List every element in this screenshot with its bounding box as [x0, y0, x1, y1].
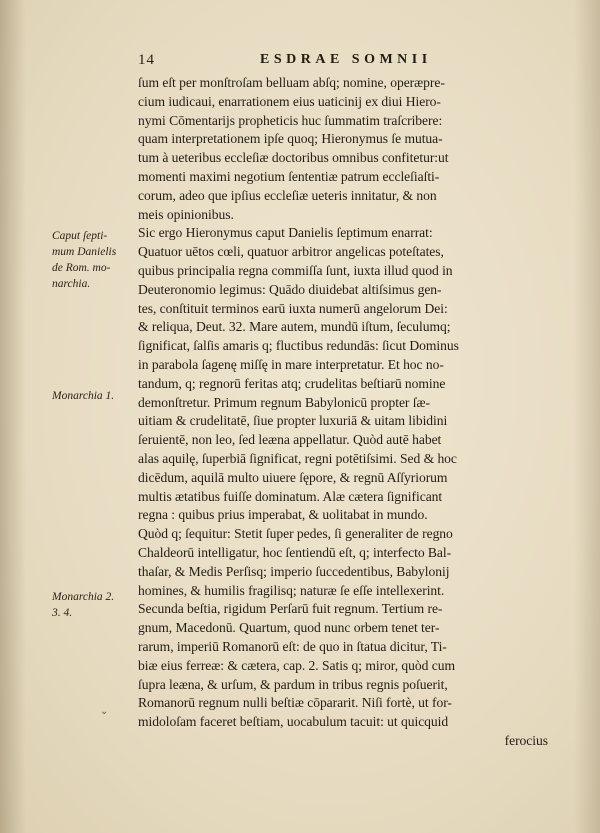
marginal-note-line: Caput ſepti-: [52, 230, 108, 242]
text-line: Deuteronomio legimus: Quādo diuidebat altiſsimus gen-: [138, 281, 442, 297]
text-line: ſignificat, ſalſis amaris q; fluctibus redundās: ſicut Dominus: [138, 338, 459, 354]
marginal-note-line: narchia.: [52, 278, 91, 290]
text-line: ferocius: [504, 732, 548, 748]
text-line: homines, & humilis fragilisq; naturæ ſe eſſe intellexerint.: [138, 582, 445, 598]
text-line: & reliqua, Deut. 32. Mare autem, mundū iſtum, ſeculumq;: [138, 319, 451, 335]
text-line: demonſtretur. Primum regnum Babylonicū propter ſæ-: [138, 394, 430, 410]
text-line: uitiam & crudelitatē, ſiue propter luxuriā & uitam libidini: [138, 413, 448, 429]
text-line: momenti maximi negotium ſententiæ patrum eccleſiaſti-: [138, 168, 440, 184]
text-line: rarum, imperiū Romanorū eſt: de quo in ſtatua dicitur, Ti-: [138, 638, 447, 654]
text-line: tum à ueteribus eccleſiæ doctoribus omnibus confitetur:ut: [138, 150, 449, 166]
ink-mark: ⌄: [100, 706, 109, 717]
marginal-note-monarchia-1: [52, 388, 132, 404]
marginal-note-line: mum Danielis: [52, 246, 117, 258]
text-line: nymi Cōmentarijs propheticis huc ſummatim traſcribere:: [138, 112, 443, 128]
marginal-note-line: Monarchia 1.: [52, 390, 115, 402]
text-line: alas aquilę, ſuperbiā ſignificat, regni potētiſsimi. Sed & hoc: [138, 450, 457, 466]
text-line: Sic ergo Hieronymus caput Danielis ſeptimum enarrat:: [138, 225, 433, 241]
text-line: gnum, Macedonū. Quartum, quod nunc orbem tenet ter-: [138, 620, 440, 636]
marginal-note-line: Monarchia 2.: [52, 591, 115, 603]
text-line: ſum eſt per monſtroſam belluam abſq; nomine, operæpre-: [138, 75, 445, 90]
text-line: quibus principalia regna commiſſa ſunt, iuxta illud quod in: [138, 262, 453, 278]
running-title: ESDRAE SOMNII: [260, 52, 432, 67]
text-line: regna : quibus prius imperabat, & uolitabat in mundo.: [138, 507, 428, 523]
text-line: corum, adeo que ipſius eccleſiæ ueteris innitatur, & non: [138, 187, 437, 203]
text-line: dicēdum, aquilā multo uiuere ſępore, & regnū Aſſyriorum: [138, 469, 448, 485]
page-number: 14: [138, 52, 155, 68]
text-line: ſeruientē, non leo, ſed leæna appellatur. Quòd autē habet: [138, 432, 442, 448]
marginal-note-monarchia-2: [52, 589, 132, 621]
text-line: Quòd q; ſequitur: Stetit ſuper pedes, ſi generaliter de regno: [138, 526, 453, 542]
text-line: Quatuor uētos cœli, quatuor arbitror angelicas poteſtates,: [138, 244, 444, 260]
text-line: biæ eius ferreæ: & cætera, cap. 2. Satis q; miror, quòd cum: [138, 657, 456, 673]
marginal-note-line: 3. 4.: [52, 607, 73, 619]
text-line: midoloſam faceret beſtiam, uocabulum tacuit: ut quicquid: [138, 714, 449, 730]
text-line: Secunda beſtia, rigidum Perſarū fuit regnum. Tertium re-: [138, 601, 443, 617]
page-left-shadow: [0, 0, 26, 833]
text-line: multis ætatibus fuiſſe dominatum. Alæ cætera ſignificant: [138, 488, 443, 504]
marginal-note-caput: [52, 228, 132, 292]
text-line: Romanorū regnum nulli beſtiæ cōpararit. Niſi fortè, ut for-: [138, 695, 452, 711]
text-line: quam interpretationem ipſe quoq; Hieronymus ſe mutua-: [138, 131, 443, 147]
main-text-block: [138, 74, 548, 751]
text-line: thaſar, & Medis Perſisq; imperio ſuccedentibus, Babylonij: [138, 563, 450, 579]
text-line: meis opinionibus.: [138, 206, 234, 222]
marginal-note-line: de Rom. mo-: [52, 262, 111, 274]
page-right-shadow: [574, 0, 600, 833]
text-line: tes, conſtituit terminos earū iuxta numerū angelorum Dei:: [138, 300, 448, 316]
text-line: in parabola ſagenę miſſę in mare interpretatur. Et hoc no-: [138, 356, 444, 372]
text-line: Chaldeorū intelligatur, hoc ſentiendū eſt, q; interfecto Bal-: [138, 544, 452, 560]
text-line: ſupra leæna, & urſum, & pardum in tribus regnis poſuerit,: [138, 676, 448, 692]
running-head: [138, 52, 558, 72]
text-line: cium iudicaui, enarrationem eius uaticinij ex diui Hiero-: [138, 93, 441, 109]
text-line: tandum, q; regnorū feritas atq; crudelitas beſtiarū nomine: [138, 375, 446, 391]
